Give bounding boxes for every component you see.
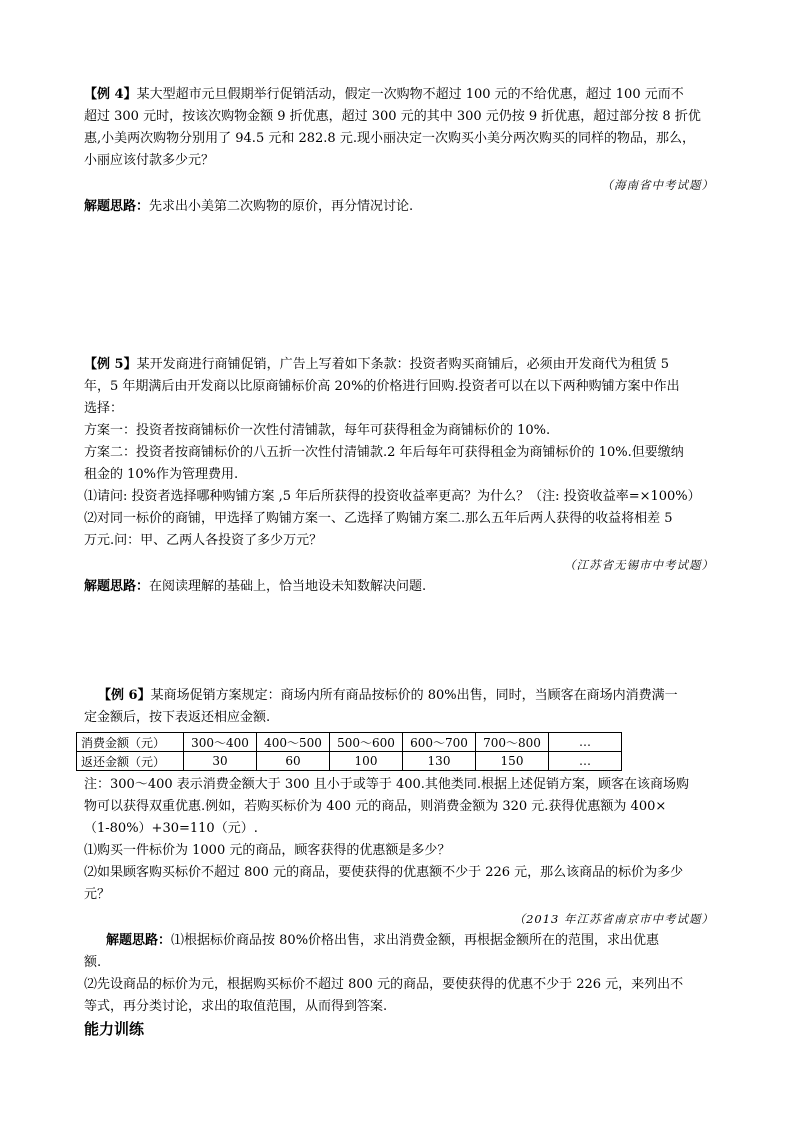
table-cell: 30 xyxy=(184,752,257,771)
example-6-hint-3: ⑵先设商品的标价为元，根据购买标价不超过 800 元的商品，要使获得的优惠不少于 226 元，来列出不 xyxy=(84,977,684,992)
example-5-line-8: ⑵对同一标价的商铺，甲选择了购铺方案一、乙选择了购铺方案二.那么五年后两人获得的收益将相差 5 xyxy=(84,511,673,526)
example-6-question-2: ⑵如果顾客购买标价不超过 800 元的商品，要使获得的优惠额不少于 226 元，那么该商品的标价为多少 xyxy=(84,865,684,880)
example-6-hint-2: 额. xyxy=(84,955,102,970)
example-5-line-1: 【例 5】某开发商进行商铺促销，广告上写着如下条款：投资者购买商铺后，必须由开发商代为租赁 5 xyxy=(84,357,669,372)
example-6-hint-label: 解题思路： xyxy=(106,933,172,948)
example-4-line-1: 【例 4】某大型超市元旦假期举行促销活动，假定一次购物不超过 100 元的不给优惠，超过 100 元而不 xyxy=(84,87,684,102)
example-6-line-1: 【例 6】某商场促销方案规定：商场内所有商品按标价的 80%出售，同时，当顾客在商场内消费满一 xyxy=(98,688,678,703)
example-4-tag: 【例 4】 xyxy=(84,87,137,102)
example-4-line-3: 惠,小美两次购物分别用了 94.5 元和 282.8 元.现小丽决定一次购买小美分两次购买的同样的物品，那么， xyxy=(84,131,695,146)
example-5-line-3: 选择： xyxy=(84,401,124,416)
example-6-question-2-cont: 元？ xyxy=(84,887,111,902)
example-6-note-1: 注：300～400 表示消费金额大于 300 且小于或等于 400.其他类同.根据上述促销方案，顾客在该商场购 xyxy=(84,777,690,792)
rebate-table xyxy=(76,732,622,771)
example-4-hint: 解题思路：先求出小美第二次购物的原价，再分情况讨论. xyxy=(84,199,414,214)
example-6-line-2: 定金额后，按下表返还相应金额. xyxy=(84,710,271,725)
table-cell: … xyxy=(549,752,622,771)
example-4-source: （海南省中考试题） xyxy=(601,178,714,192)
table-header-cell: 返还金额（元） xyxy=(77,752,184,771)
example-4 xyxy=(84,84,714,218)
table-cell: 500～600 xyxy=(330,733,403,752)
table-cell: 150 xyxy=(476,752,549,771)
example-4-line-4: 小丽应该付款多少元？ xyxy=(84,153,215,168)
section-title: 能力训练 xyxy=(84,1020,145,1038)
example-4-line-2: 超过 300 元时，按该次购物金额 9 折优惠，超过 300 元的其中 300 元仍按 9 折优惠，超过部分按 8 折优 xyxy=(84,109,701,124)
example-6-hint-1: 解题思路：⑴根据标价商品按 80%价格出售，求出消费金额，再根据金额所在的范围，求出优惠 xyxy=(106,933,660,948)
table-row xyxy=(77,752,622,771)
table-cell: 130 xyxy=(403,752,476,771)
example-5-line-7: ⑴请问: 投资者选择哪种购铺方案 ,5 年后所获得的投资收益率更高？为什么？（注: 投资收益率=×100%） xyxy=(84,489,701,504)
example-6-hint-4: 等式，再分类讨论，求出的取值范围，从而得到答案. xyxy=(84,999,388,1014)
example-6 xyxy=(81,685,714,1040)
table-cell: … xyxy=(549,733,622,752)
example-5-hint-label: 解题思路： xyxy=(84,579,150,594)
table-cell: 300～400 xyxy=(184,733,257,752)
example-5-source: （江苏省无锡市中考试题） xyxy=(564,558,714,572)
table-row xyxy=(77,733,622,752)
example-5-line-4: 方案一：投资者按商铺标价一次性付清铺款，每年可获得租金为商铺标价的 10%. xyxy=(84,423,551,438)
example-6-tag: 【例 6】 xyxy=(98,688,151,703)
table-cell: 700～800 xyxy=(476,733,549,752)
example-5 xyxy=(84,354,714,598)
table-cell: 400～500 xyxy=(257,733,330,752)
table-header-cell: 消费金额（元） xyxy=(77,733,184,752)
example-6-note-3: （1-80%）+30=110（元）. xyxy=(84,821,258,836)
table-cell: 60 xyxy=(257,752,330,771)
example-5-line-5: 方案二：投资者按商铺标价的八五折一次性付清铺款.2 年后每年可获得租金为商铺标价的 10%.但要缴纳 xyxy=(84,445,684,460)
example-5-line-9: 万元.问：甲、乙两人各投资了多少万元？ xyxy=(84,533,323,548)
example-6-source: （2013 年江苏省南京市中考试题） xyxy=(513,912,714,926)
example-6-note-2: 物可以获得双重优惠.例如，若购买标价为 400 元的商品，则消费金额为 320 元.获得优惠额为 400× xyxy=(84,799,667,814)
example-5-line-2: 年，5 年期满后由开发商以比原商铺标价高 20%的价格进行回购.投资者可以在以下两种购铺方案中作出 xyxy=(84,379,680,394)
table-cell: 600～700 xyxy=(403,733,476,752)
example-6-question-1: ⑴购买一件标价为 1000 元的商品，顾客获得的优惠额是多少？ xyxy=(84,843,451,858)
example-5-tag: 【例 5】 xyxy=(84,357,137,372)
example-5-hint: 解题思路：在阅读理解的基础上，恰当地设未知数解决问题. xyxy=(84,579,427,594)
table-cell: 100 xyxy=(330,752,403,771)
example-5-line-6: 租金的 10%作为管理费用. xyxy=(84,467,239,482)
example-4-hint-label: 解题思路： xyxy=(84,199,150,214)
